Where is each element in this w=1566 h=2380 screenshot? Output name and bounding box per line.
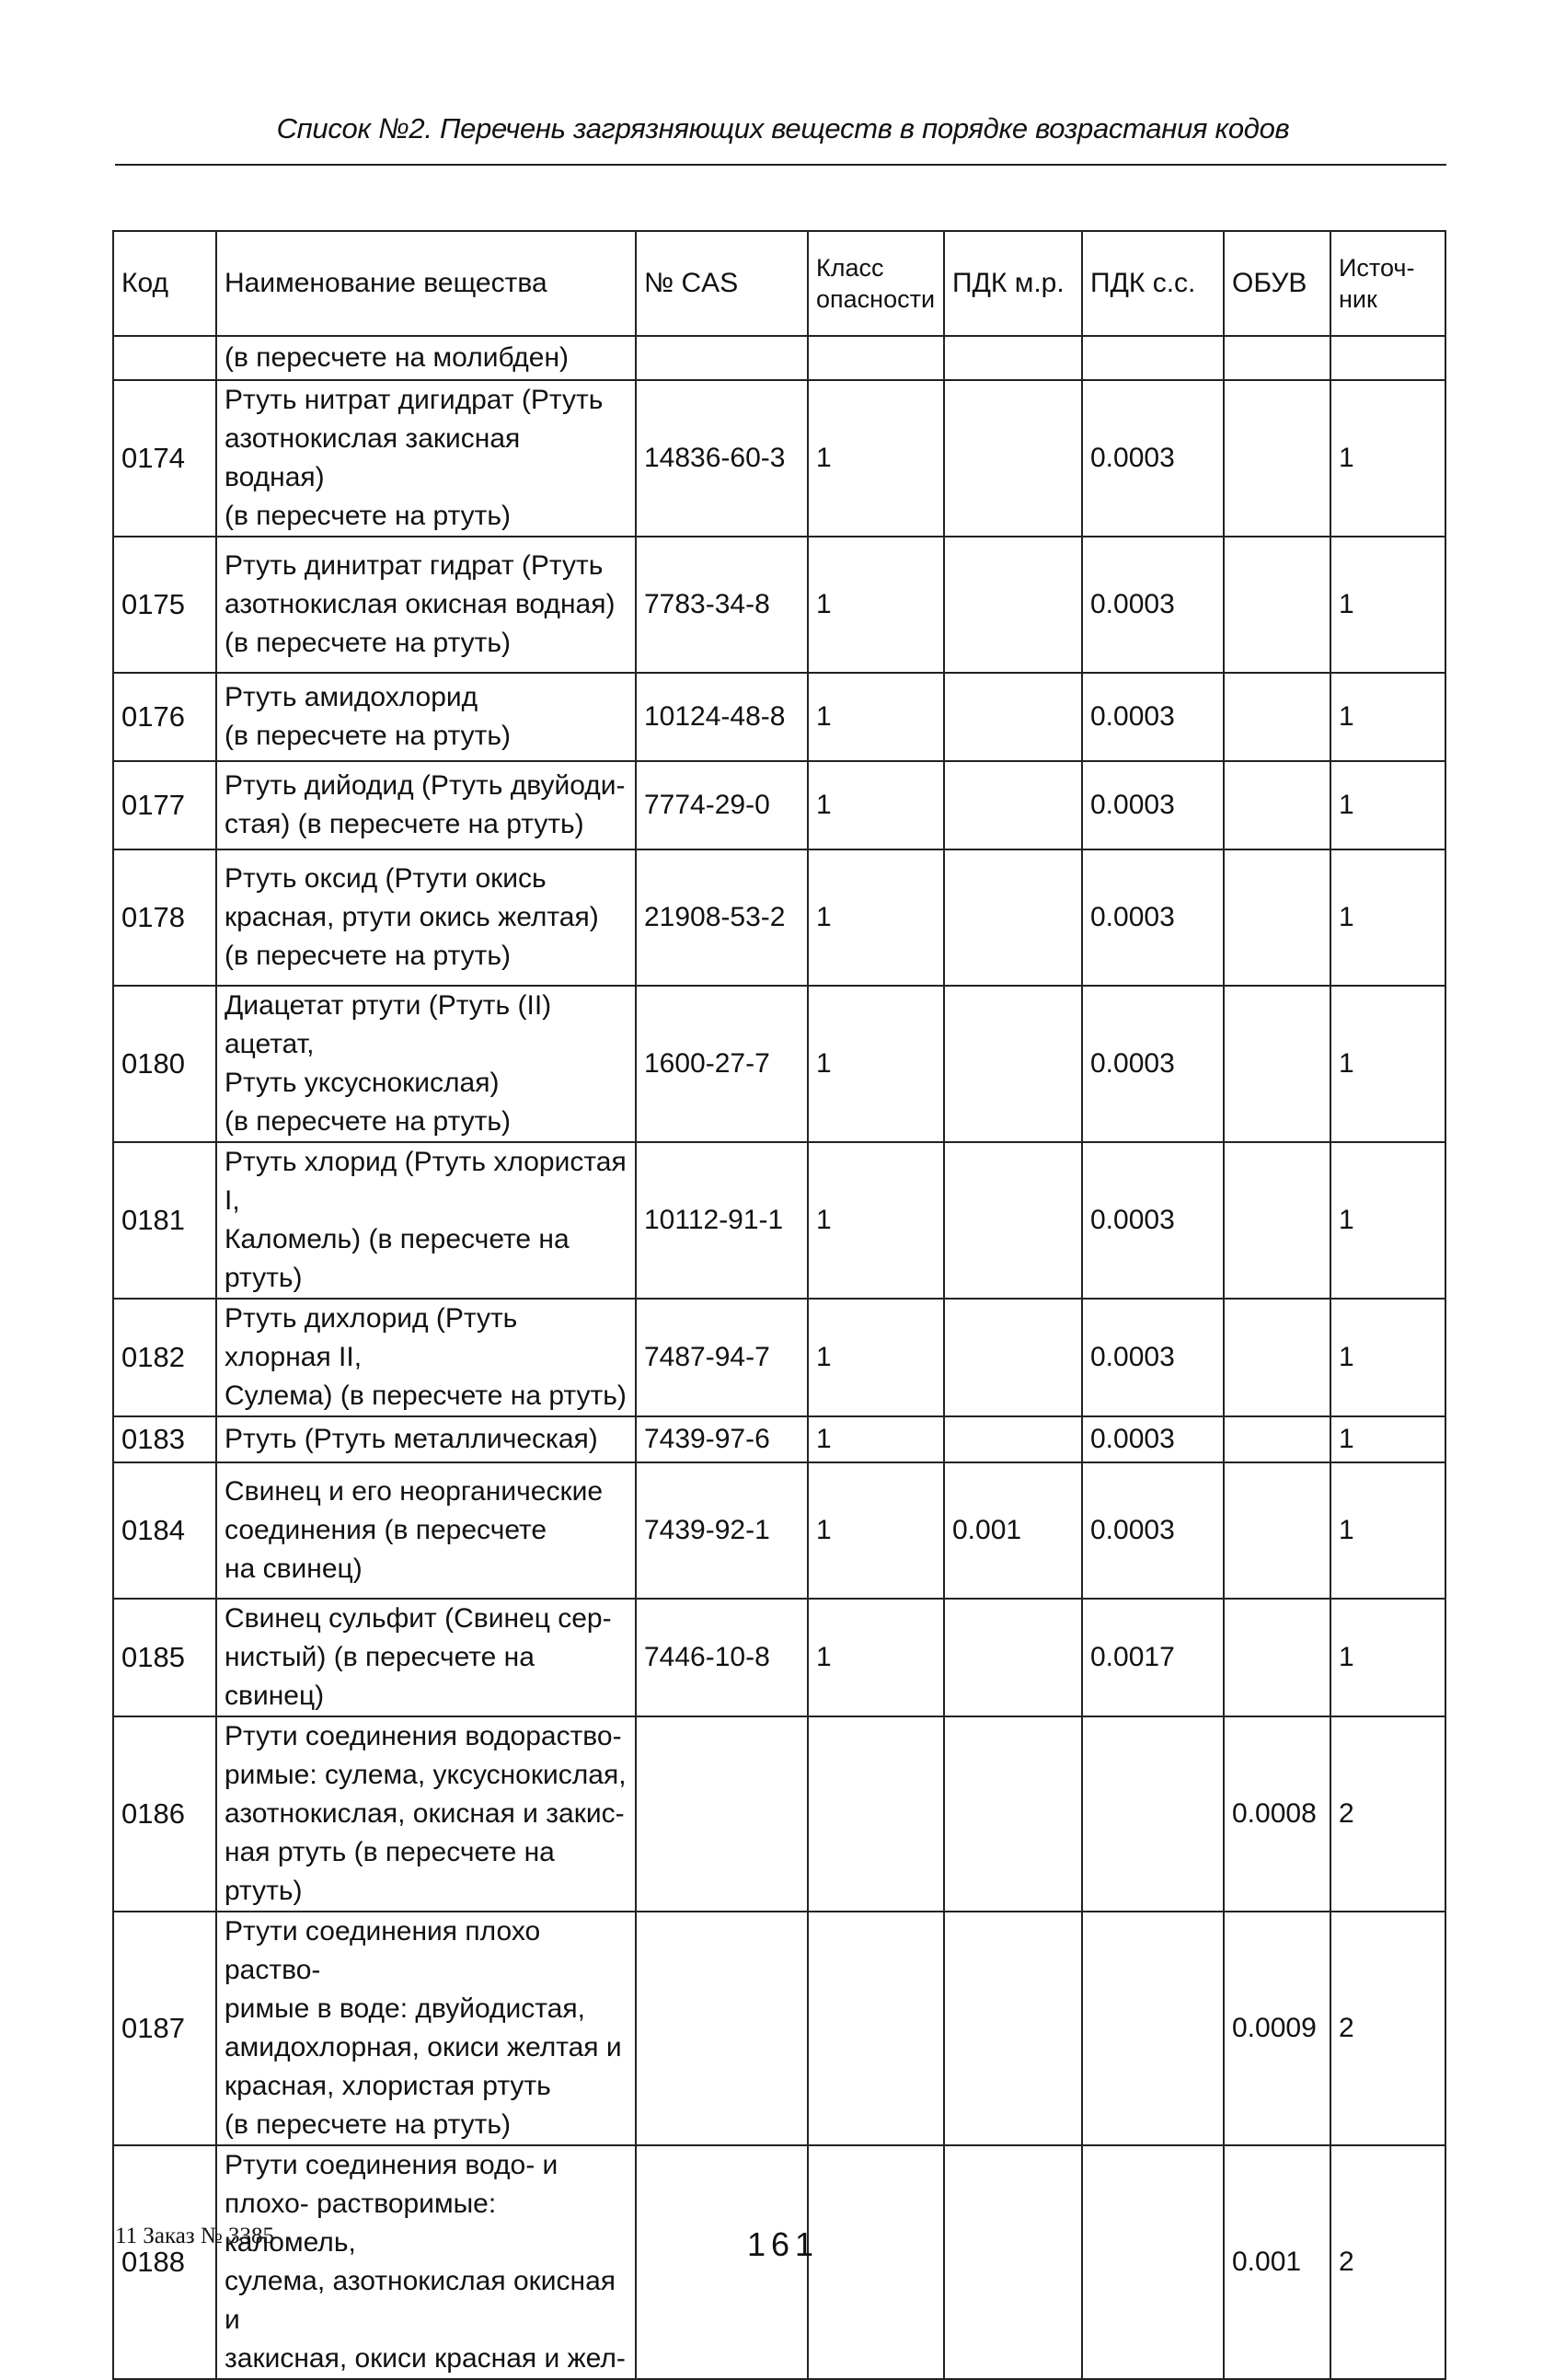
row-pdk-ss: 0.0003	[1082, 1462, 1224, 1599]
row-source: 1	[1330, 986, 1445, 1142]
row-pdk-ss: 0.0003	[1082, 761, 1224, 849]
row-pdk-ss: 0.0003	[1082, 537, 1224, 673]
row-cas-number	[636, 1716, 808, 1912]
row-pdk-ss	[1082, 336, 1224, 380]
row-source: 1	[1330, 380, 1445, 537]
row-substance-name: Свинец сульфит (Свинец сер- нистый) (в пересчете на свинец)	[216, 1599, 636, 1716]
row-substance-name: Ртути соединения водораство- римые: сулема, уксуснокислая, азотнокислая, окисная и закис- ная ртуть (в пересчете на ртуть)	[216, 1716, 636, 1912]
row-obuv	[1224, 380, 1330, 537]
table-row	[113, 761, 1445, 849]
row-substance-name: Ртути соединения плохо раство- римые в воде: двуйодистая, амидохлорная, окиси желтая и красная, хлористая ртуть (в пересчете на ртуть)	[216, 1912, 636, 2145]
row-hazard-class: 1	[808, 537, 944, 673]
row-substance-name: Ртуть дийодид (Ртуть двуйоди- стая) (в пересчете на ртуть)	[216, 761, 636, 849]
row-cas-number	[636, 1912, 808, 2145]
table-row	[113, 986, 1445, 1142]
row-source: 1	[1330, 1142, 1445, 1299]
row-hazard-class: 1	[808, 1462, 944, 1599]
row-pdk-ss	[1082, 1716, 1224, 1912]
row-code	[113, 336, 216, 380]
row-pdk-ss: 0.0003	[1082, 380, 1224, 537]
row-source: 2	[1330, 2145, 1445, 2379]
row-code: 0184	[113, 1462, 216, 1599]
row-cas-number: 10112-91-1	[636, 1142, 808, 1299]
row-code: 0183	[113, 1416, 216, 1462]
row-code: 0185	[113, 1599, 216, 1716]
row-code: 0180	[113, 986, 216, 1142]
row-pdk-mr	[944, 1142, 1082, 1299]
row-pdk-mr	[944, 1599, 1082, 1716]
column-header-obuv: ОБУВ	[1224, 231, 1330, 336]
row-pdk-mr	[944, 849, 1082, 986]
row-source: 1	[1330, 1462, 1445, 1599]
column-header-pdk-mr: ПДК м.р.	[944, 231, 1082, 336]
column-header-source: Источ-ник	[1330, 231, 1445, 336]
row-pdk-ss: 0.0003	[1082, 1299, 1224, 1416]
row-source: 1	[1330, 761, 1445, 849]
column-header-name: Наименование вещества	[216, 231, 636, 336]
table-row	[113, 849, 1445, 986]
row-cas-number: 1600-27-7	[636, 986, 808, 1142]
row-substance-name: Диацетат ртути (Ртуть (II) ацетат, Ртуть уксуснокислая) (в пересчете на ртуть)	[216, 986, 636, 1142]
row-substance-name: Ртути соединения водо- и плохо- растворимые: каломель, сулема, азотнокислая окисная и закисная, окиси красная и жел-	[216, 2145, 636, 2379]
row-pdk-mr: 0.001	[944, 1462, 1082, 1599]
row-pdk-mr	[944, 1912, 1082, 2145]
row-cas-number: 7783-34-8	[636, 537, 808, 673]
row-substance-name: Свинец и его неорганические соединения (в пересчете на свинец)	[216, 1462, 636, 1599]
row-code: 0181	[113, 1142, 216, 1299]
row-code: 0188	[113, 2145, 216, 2379]
row-source: 1	[1330, 849, 1445, 986]
row-hazard-class: 1	[808, 380, 944, 537]
row-hazard-class: 1	[808, 849, 944, 986]
row-obuv	[1224, 1416, 1330, 1462]
row-pdk-mr	[944, 537, 1082, 673]
table-header-row	[113, 231, 1445, 336]
row-pdk-mr	[944, 1716, 1082, 1912]
running-title: Список №2. Перечень загрязняющих веществ в порядке возрастания кодов	[276, 112, 1290, 144]
row-cas-number: 7446-10-8	[636, 1599, 808, 1716]
table-row	[113, 336, 1445, 380]
row-hazard-class: 1	[808, 1599, 944, 1716]
row-source: 2	[1330, 1716, 1445, 1912]
row-source: 1	[1330, 1416, 1445, 1462]
table-row	[113, 380, 1445, 537]
table-row	[113, 1462, 1445, 1599]
row-pdk-mr	[944, 761, 1082, 849]
row-pdk-mr	[944, 1416, 1082, 1462]
row-pdk-ss: 0.0003	[1082, 1142, 1224, 1299]
row-obuv	[1224, 761, 1330, 849]
row-source	[1330, 336, 1445, 380]
row-obuv	[1224, 1462, 1330, 1599]
row-pdk-mr	[944, 336, 1082, 380]
table-row	[113, 1142, 1445, 1299]
row-cas-number: 21908-53-2	[636, 849, 808, 986]
row-code: 0178	[113, 849, 216, 986]
row-pdk-mr	[944, 986, 1082, 1142]
table-row	[113, 1912, 1445, 2145]
column-header-pdk-ss: ПДК с.с.	[1082, 231, 1224, 336]
table-row	[113, 537, 1445, 673]
row-substance-name: Ртуть (Ртуть металлическая)	[216, 1416, 636, 1462]
row-hazard-class: 1	[808, 673, 944, 761]
column-header-hazard-class: Класс опасности	[808, 231, 944, 336]
column-header-code: Код	[113, 231, 216, 336]
row-cas-number: 7487-94-7	[636, 1299, 808, 1416]
row-hazard-class: 1	[808, 1416, 944, 1462]
row-code: 0187	[113, 1912, 216, 2145]
row-source: 1	[1330, 673, 1445, 761]
row-pdk-ss: 0.0003	[1082, 673, 1224, 761]
pollutants-table	[112, 230, 1446, 2380]
row-source: 2	[1330, 1912, 1445, 2145]
row-hazard-class	[808, 336, 944, 380]
row-cas-number: 14836-60-3	[636, 380, 808, 537]
row-hazard-class: 1	[808, 986, 944, 1142]
row-cas-number	[636, 336, 808, 380]
row-hazard-class: 1	[808, 1299, 944, 1416]
row-cas-number: 7439-92-1	[636, 1462, 808, 1599]
row-pdk-mr	[944, 1299, 1082, 1416]
table-row	[113, 1599, 1445, 1716]
row-hazard-class: 1	[808, 1142, 944, 1299]
table-row	[113, 1716, 1445, 1912]
row-source: 1	[1330, 537, 1445, 673]
row-obuv	[1224, 336, 1330, 380]
row-obuv	[1224, 1142, 1330, 1299]
row-hazard-class: 1	[808, 761, 944, 849]
row-obuv	[1224, 1299, 1330, 1416]
table-row	[113, 1416, 1445, 1462]
page-number: 161	[746, 2225, 820, 2263]
row-cas-number: 7439-97-6	[636, 1416, 808, 1462]
column-header-cas: № CAS	[636, 231, 808, 336]
table-row	[113, 1299, 1445, 1416]
row-substance-name: Ртуть амидохлорид (в пересчете на ртуть)	[216, 673, 636, 761]
row-source: 1	[1330, 1299, 1445, 1416]
row-substance-name: (в пересчете на молибден)	[216, 336, 636, 380]
table-row	[113, 673, 1445, 761]
row-code: 0177	[113, 761, 216, 849]
row-pdk-ss: 0.0003	[1082, 849, 1224, 986]
row-code: 0186	[113, 1716, 216, 1912]
row-substance-name: Ртуть динитрат гидрат (Ртуть азотнокислая окисная водная) (в пересчете на ртуть)	[216, 537, 636, 673]
row-substance-name: Ртуть нитрат дигидрат (Ртуть азотнокислая закисная водная) (в пересчете на ртуть)	[216, 380, 636, 537]
row-pdk-mr	[944, 380, 1082, 537]
row-obuv: 0.001	[1224, 2145, 1330, 2379]
row-code: 0182	[113, 1299, 216, 1416]
row-cas-number: 10124-48-8	[636, 673, 808, 761]
row-obuv: 0.0008	[1224, 1716, 1330, 1912]
row-code: 0176	[113, 673, 216, 761]
row-obuv: 0.0009	[1224, 1912, 1330, 2145]
row-pdk-ss: 0.0003	[1082, 1416, 1224, 1462]
row-pdk-ss: 0.0003	[1082, 986, 1224, 1142]
row-obuv	[1224, 986, 1330, 1142]
row-obuv	[1224, 673, 1330, 761]
row-pdk-mr	[944, 673, 1082, 761]
row-substance-name: Ртуть хлорид (Ртуть хлористая I, Каломель) (в пересчете на ртуть)	[216, 1142, 636, 1299]
table-body	[113, 336, 1445, 2379]
row-hazard-class	[808, 1912, 944, 2145]
row-obuv	[1224, 537, 1330, 673]
title-divider	[115, 164, 1446, 166]
row-pdk-ss	[1082, 1912, 1224, 2145]
row-hazard-class	[808, 1716, 944, 1912]
row-cas-number: 7774-29-0	[636, 761, 808, 849]
row-substance-name: Ртуть оксид (Ртути окись красная, ртути окись желтая) (в пересчете на ртуть)	[216, 849, 636, 986]
row-code: 0175	[113, 537, 216, 673]
row-substance-name: Ртуть дихлорид (Ртуть хлорная II, Сулема) (в пересчете на ртуть)	[216, 1299, 636, 1416]
row-obuv	[1224, 1599, 1330, 1716]
order-number: 11 Заказ № 3385	[115, 2224, 275, 2248]
row-pdk-ss: 0.0017	[1082, 1599, 1224, 1716]
row-code: 0174	[113, 380, 216, 537]
row-source: 1	[1330, 1599, 1445, 1716]
row-obuv	[1224, 849, 1330, 986]
